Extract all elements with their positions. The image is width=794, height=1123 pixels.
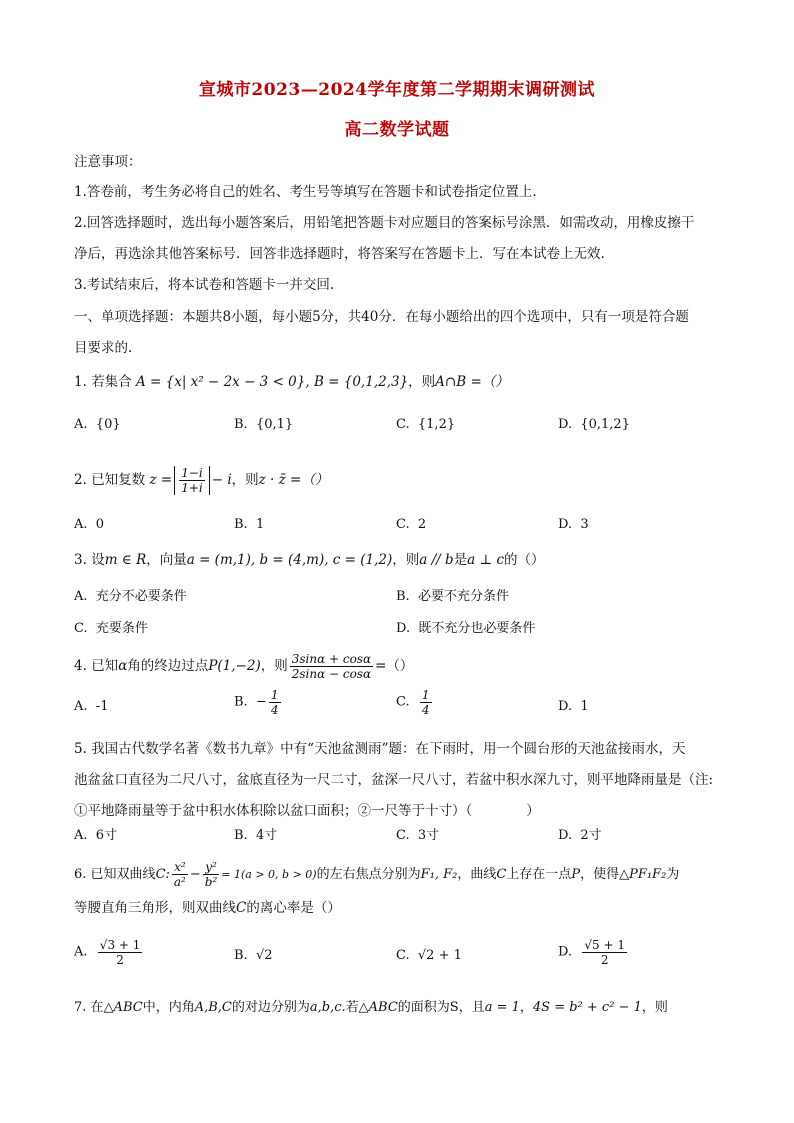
notice-item-2a: 2.回答选择题时，选出每小题答案后，用铅笔把答题卡对应题目的答案标号涂黑．如需改动，用橡皮擦干 <box>74 215 695 231</box>
q1-option-b: B. {0,1} <box>234 417 294 432</box>
q2-option-d: D. 3 <box>558 517 589 532</box>
q7-sides: a,b,c <box>309 1000 342 1015</box>
q4-frac-num: 3sinα + cosα <box>291 652 372 666</box>
q6-text-6: 为 <box>666 867 680 882</box>
q6-text-4: 上存在一点 <box>506 867 572 882</box>
q4-option-b: B. − $\frac{1}{4}$ <box>234 688 279 717</box>
q7-cond-2: 4S = b² + c² − 1 <box>532 1000 642 1015</box>
q6-text-3: ，曲线 <box>457 867 497 882</box>
q1-ask: A∩B =（） <box>435 374 509 390</box>
q2-option-c: C. 2 <box>396 517 427 532</box>
q5-option-a: A. 6寸 <box>74 828 118 843</box>
q4-fraction <box>290 652 373 681</box>
q5-option-c: C. 3寸 <box>396 828 440 843</box>
q6-frac-y: $\frac{\text{y²}}{\text{b²}}$ <box>204 860 218 889</box>
q3-text-4: 是 <box>453 552 468 568</box>
notice-item-1: 1.答卷前，考生务必将自己的姓名、考生号等填写在答题卡和试卷指定位置上. <box>74 184 537 200</box>
q3-rel-2: a ⊥ c <box>467 552 505 568</box>
notice-heading: 注意事项： <box>74 154 142 170</box>
q2-ask: z · z̄ =（） <box>258 472 329 488</box>
q7-triangle: △ABC <box>103 1000 143 1015</box>
q4-option-b-fraction: $\frac{1}{4}$ <box>270 688 279 717</box>
q3-number: 3. <box>74 552 87 568</box>
q3-cond: m ∈ R <box>104 552 147 568</box>
q1-option-d: D. {0,1,2} <box>558 417 630 432</box>
q4-number: 4. <box>74 658 87 674</box>
q3-option-b: B. 必要不充分条件 <box>396 589 509 604</box>
notice-item-3: 3.考试结束后，将本试卷和答题卡一并交回. <box>74 277 335 293</box>
q4-text-3: ，则 <box>260 658 288 674</box>
q6-eq: = 1(a > 0, b > 0) <box>221 868 317 881</box>
q1-option-c: C. {1,2} <box>396 417 456 432</box>
q6-c: C <box>496 867 507 882</box>
q6-text-1: 已知双曲线 <box>90 867 156 882</box>
q3-option-c: C. 充要条件 <box>74 621 148 636</box>
section-heading-1: 一、单项选择题：本题共8小题，每小题5分，共40分．在每小题给出的四个选项中，只有一项是符合题 <box>74 309 689 325</box>
q1-set-a: A = {x| x² − 2x − 3 < 0} <box>135 374 306 390</box>
q2-tail: − i <box>211 472 232 488</box>
q3-text-1: 设 <box>91 552 105 568</box>
q6-number: 6. <box>74 867 87 882</box>
q1-number: 1. <box>74 374 87 390</box>
q4-ask: =（） <box>375 658 414 674</box>
q6-option-d: D. $\frac{√5 + 1}{2}$ <box>558 938 625 967</box>
q6-option-b: B. √2 <box>234 948 273 963</box>
q6-text-2: 的左右焦点分别为 <box>316 867 421 882</box>
q6-triangle: △PF₁F₂ <box>619 867 667 882</box>
q4-option-a: A. -1 <box>74 699 109 714</box>
q3-text-3: ，则 <box>392 552 420 568</box>
q7-angles: A,B,C <box>194 1000 232 1015</box>
q4-option-c-fraction: $\frac{1}{4}$ <box>421 688 430 717</box>
q2-z: z = <box>149 472 173 488</box>
q4-alpha: α <box>118 658 128 674</box>
question-5-line-3: ①平地降雨量等于盆中积水体积除以盆口面积；②一尺等于十寸）（ ） <box>74 803 540 819</box>
q2-fraction <box>179 466 205 495</box>
q4-option-d: D. 1 <box>558 699 589 714</box>
question-1 <box>74 372 724 392</box>
q2-frac-num: 1−i <box>181 466 203 480</box>
exam-subtitle: 高二数学试题 <box>344 120 450 140</box>
q2-suffix: ，则 <box>231 472 259 488</box>
question-4 <box>74 652 724 681</box>
q6-option-a: A. $\frac{√3 + 1}{2}$ <box>74 938 141 967</box>
question-2 <box>74 466 724 495</box>
q4-frac-den: 2sinα − cosα <box>291 667 372 681</box>
q5-option-b: B. 4寸 <box>234 828 278 843</box>
question-5-line-2: 池盆盆口直径为二尺八寸，盆底直径为一尺二寸，盆深一尺八寸，若盆中积水深九寸，则平地降雨量是（注: <box>74 772 714 788</box>
q2-option-a: A. 0 <box>74 517 105 532</box>
q7-triangle-2: △ABC <box>358 1000 398 1015</box>
q3-option-a: A. 充分不必要条件 <box>74 589 187 604</box>
q3-rel-1: a // b <box>419 552 454 568</box>
q6-text-5: ，使得 <box>580 867 620 882</box>
q4-option-c: C. $\frac{1}{4}$ <box>396 688 430 717</box>
q5-option-d: D. 2寸 <box>558 828 602 843</box>
question-6-line-2: 等腰直角三角形，则双曲线C的离心率是（） <box>74 900 341 916</box>
question-3 <box>74 550 724 570</box>
q6-frac-x: $\frac{\text{x²}}{\text{a²}}$ <box>173 860 186 889</box>
question-5-line-1: 5. 我国古代数学名著《数书九章》中有“天池盆测雨”题：在下雨时，用一个圆台形的天池盆接雨水，天 <box>74 741 686 757</box>
q6-curve: C: <box>155 867 170 882</box>
q1-set-b: , B = {0,1,2,3} <box>305 374 409 390</box>
q1-suffix: ，则 <box>408 374 436 390</box>
q6-option-d-fraction: $\frac{√5 + 1}{2}$ <box>584 938 625 967</box>
q6-p: P <box>571 867 581 882</box>
q4-point: P(1,−2) <box>208 658 261 674</box>
q4-text-2: 角的终边过点 <box>127 658 209 674</box>
q6-foci: F₁, F₂ <box>420 867 458 882</box>
q3-text-2: ，向量 <box>146 552 187 568</box>
notice-item-2b: 净后，再选涂其他答案标号．回答非选择题时，将答案写在答题卡上．写在本试卷上无效. <box>74 246 605 262</box>
q6-option-c: C. √2 + 1 <box>396 948 462 963</box>
question-6-line-1: 6. 已知双曲线C: $\frac{\text{x²}}{\text{a²}}$ − $\frac{\text{y²}}{\text{b²}}$ = 1(a > 0, b > 0)的左右焦点分别为F₁, F₂，曲线C上存在一点P，使得△PF₁F₂为 <box>74 860 680 889</box>
q4-text-1: 已知 <box>91 658 119 674</box>
q6-option-a-fraction: $\frac{√3 + 1}{2}$ <box>99 938 141 967</box>
q1-prefix: 若集合 <box>91 374 132 390</box>
q7-cond-1: a = 1 <box>484 1000 520 1015</box>
q3-vectors: a = (m,1), b = (4,m), c = (1,2) <box>186 552 393 568</box>
exam-title: 宣城市2023—2024学年度第二学期期末调研测试 <box>198 80 596 100</box>
q3-option-d: D. 既不充分也必要条件 <box>396 621 536 636</box>
q2-number: 2. <box>74 472 87 488</box>
q2-prefix: 已知复数 <box>91 472 146 488</box>
q1-option-a: A. {0} <box>74 417 121 432</box>
q3-text-5: 的（） <box>504 552 545 568</box>
q2-abs <box>174 466 210 495</box>
question-7: 7. 在△ABC中，内角A,B,C的对边分别为a,b,c.若△ABC的面积为S，且a = 1，4S = b² + c² − 1，则 <box>74 1000 668 1015</box>
q7-number: 7. <box>74 1000 87 1015</box>
q2-option-b: B. 1 <box>234 517 265 532</box>
q2-frac-den: 1+i <box>181 481 203 495</box>
section-heading-2: 目要求的. <box>74 340 133 356</box>
